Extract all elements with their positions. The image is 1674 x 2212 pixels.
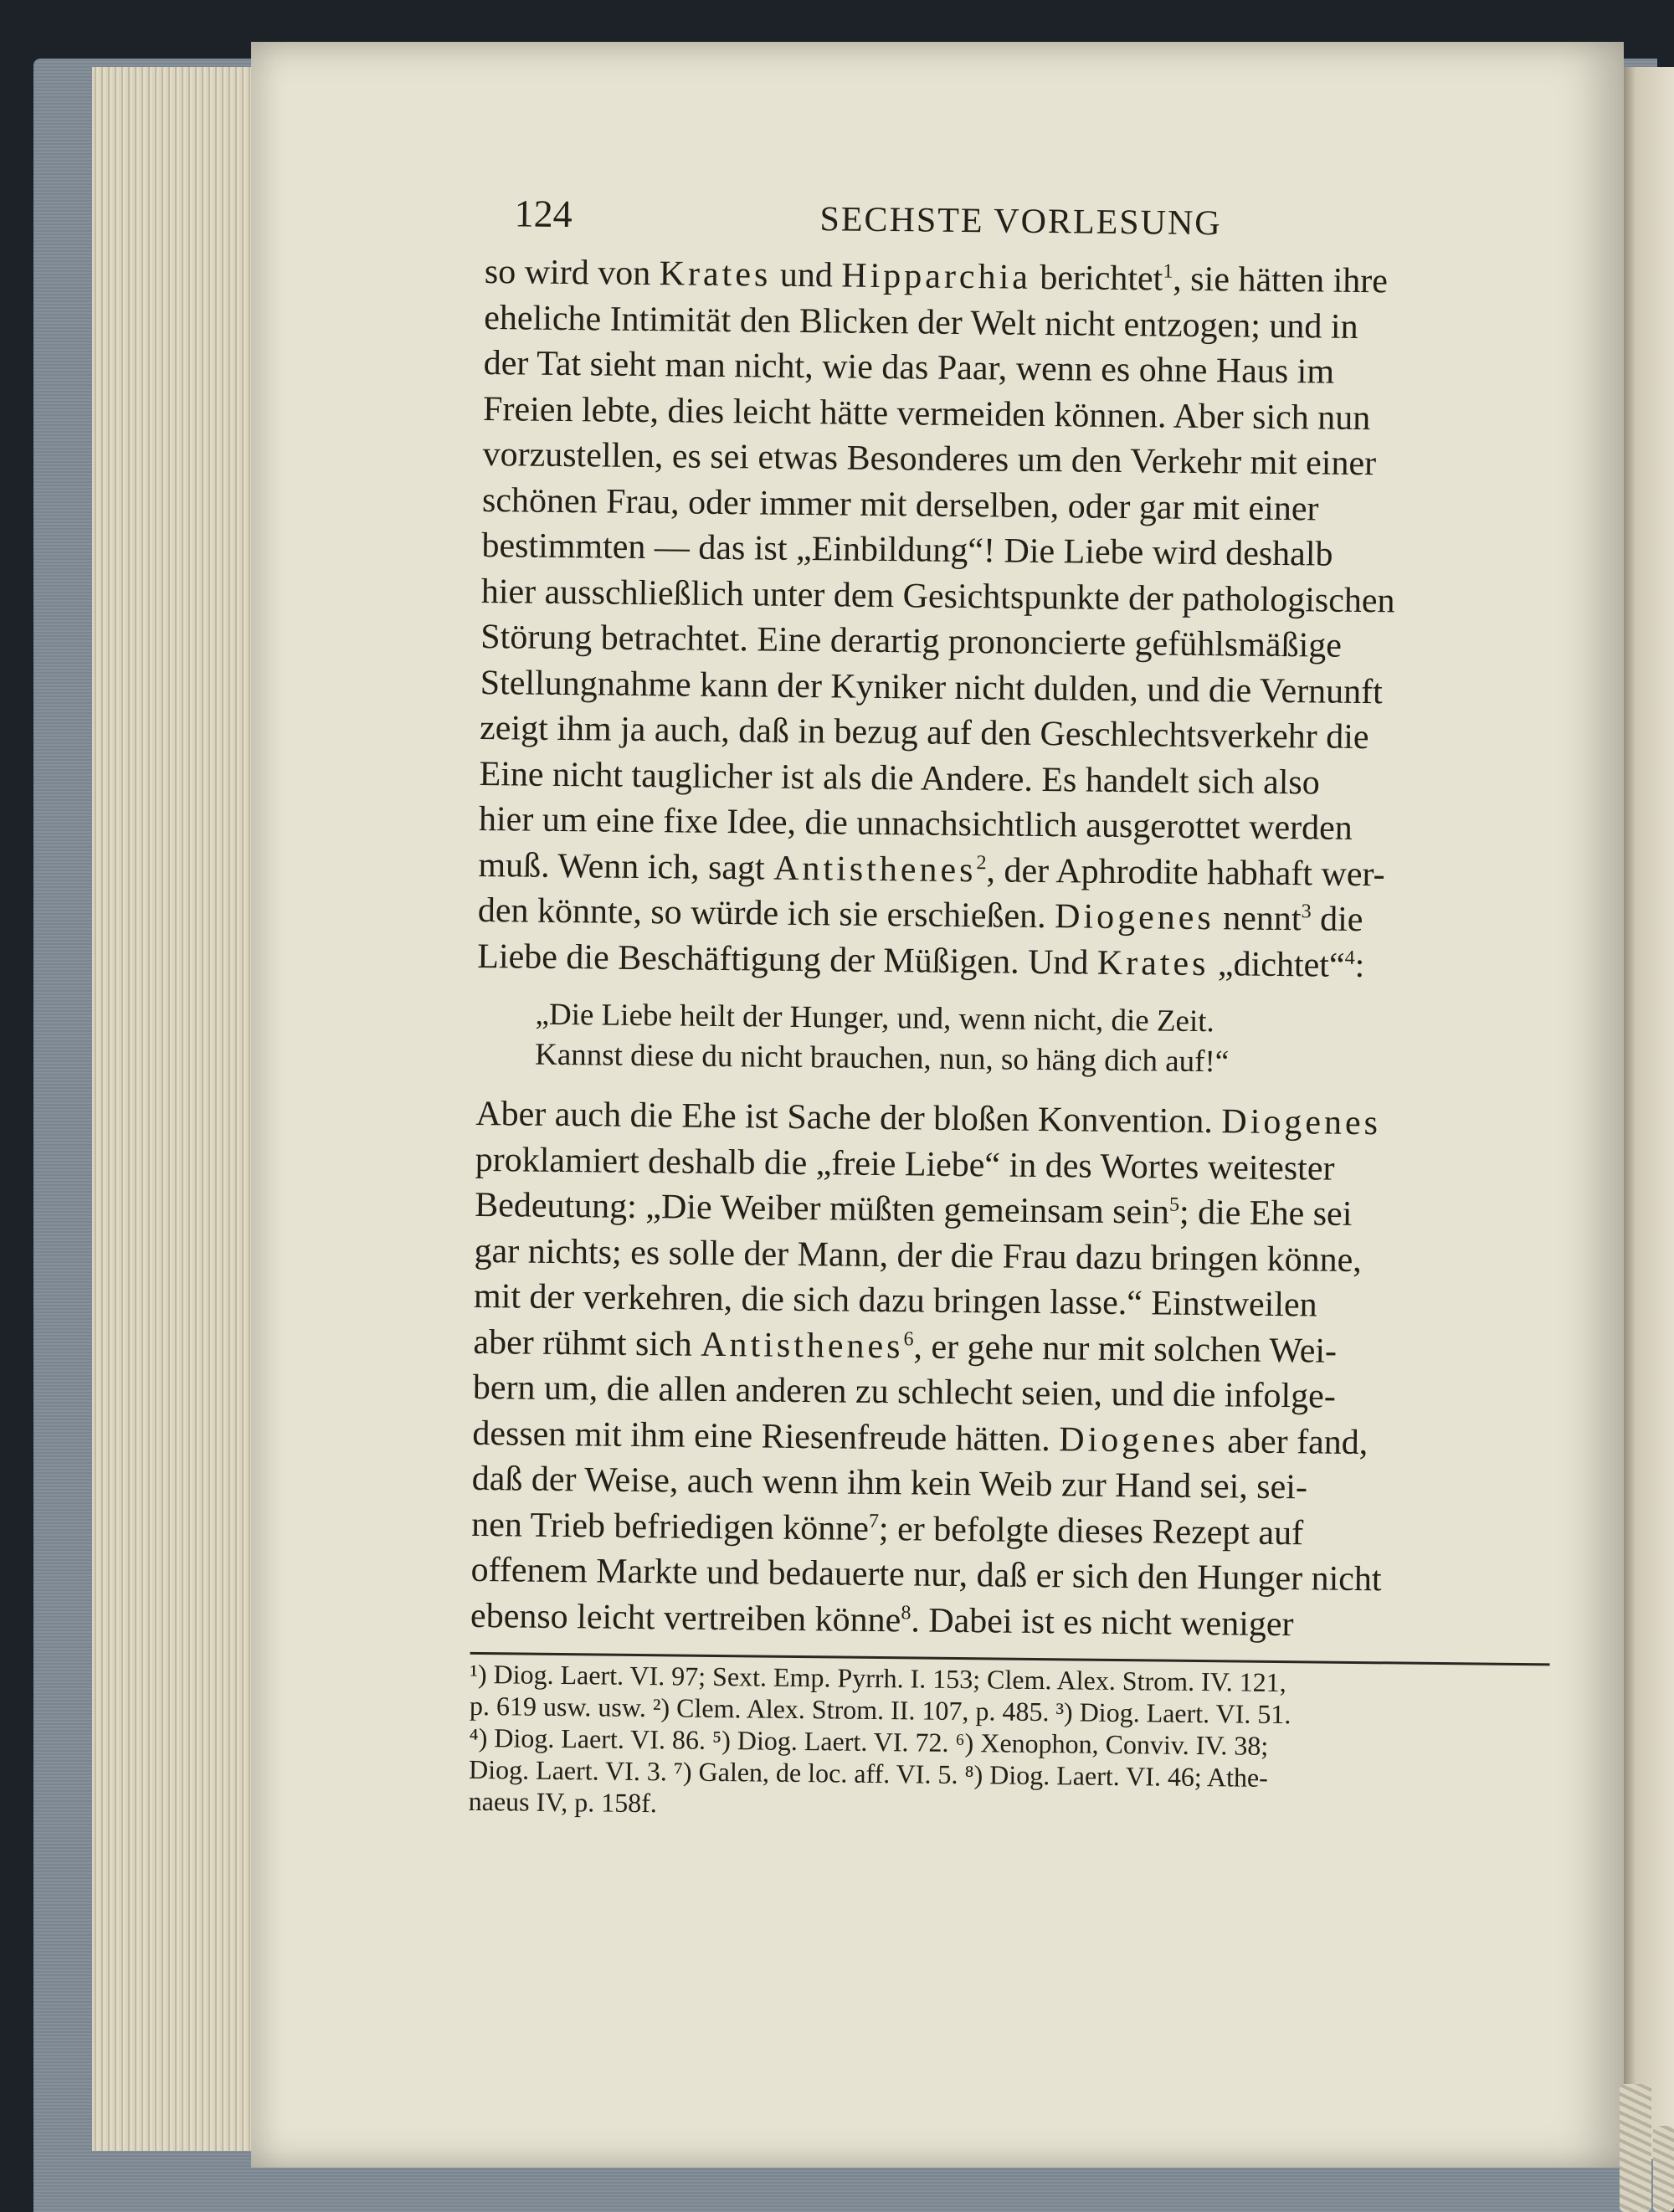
text-run: und xyxy=(771,255,842,295)
text-run: offenem Markte und bedauerte nur, daß er sich den Hunger nicht xyxy=(470,1550,1382,1599)
text-run: proklamiert deshalb die „freie Liebe“ in des Wortes weitester xyxy=(475,1140,1335,1188)
ribbon-bookmark-second xyxy=(1653,2126,1674,2212)
text-run: Krates xyxy=(1096,943,1209,983)
footnote-ref: 1 xyxy=(1163,260,1173,283)
text-run: aber fand, xyxy=(1218,1421,1368,1462)
text-run: zeigt ihm ja auch, daß in bezug auf den Geschlechtsverkehr die xyxy=(479,708,1369,757)
footnote-line: naeus IV, p. 158f. xyxy=(468,1785,658,1819)
text-run: mit der verkehren, die sich dazu bringen lasse.“ Einstweilen xyxy=(473,1276,1317,1325)
text-run: eheliche Intimität den Blicken der Welt nicht entzogen; und in xyxy=(484,298,1358,346)
text-run: Krates xyxy=(659,254,772,295)
text-run: ; die Ehe sei xyxy=(1178,1193,1353,1234)
verse-line: „Die Liebe heilt der Hunger, und, wenn nicht, die Zeit. xyxy=(535,997,1214,1039)
footnote-line: Diog. Laert. VI. 3. ⁷) Galen, de loc. aff. VI. 5. ⁸) Diog. Laert. VI. 46; Athe- xyxy=(468,1753,1269,1793)
text-run: Hipparchia xyxy=(841,256,1032,297)
text-run: Aber auch die Ehe ist Sache der bloßen Konvention. xyxy=(475,1094,1222,1142)
text-run: gar nichts; es solle der Mann, der die Frau dazu bringen könne, xyxy=(474,1231,1363,1280)
text-run: hier ausschließlich unter dem Gesichtspunkte der pathologischen xyxy=(480,572,1395,620)
text-run: Eine nicht tauglicher ist als die Andere. Es handelt sich also xyxy=(479,754,1321,802)
text-run: Störung betrachtet. Eine derartig prononcierte gefühlsmäßige xyxy=(480,617,1343,665)
text-run: Diogenes xyxy=(1059,1419,1220,1460)
text-run: , der Aphrodite habhaft wer- xyxy=(986,850,1385,894)
text-run: , er gehe nur mit solchen Wei- xyxy=(913,1327,1338,1371)
footnote-line: ⁴) Diog. Laert. VI. 86. ⁵) Diog. Laert. VI. 72. ⁶) Xenophon, Conviv. IV. 38; xyxy=(469,1722,1269,1761)
text-run: dessen mit ihm eine Riesenfreude hätten. xyxy=(472,1414,1060,1459)
text-run: Bedeutung: „Die Weiber müßten gemeinsam sein xyxy=(474,1185,1170,1232)
footnote-ref: 7 xyxy=(868,1510,880,1532)
text-run: . Dabei ist es nicht weniger xyxy=(911,1600,1294,1644)
facing-page-edge xyxy=(1615,67,1674,2159)
footnotes xyxy=(469,1658,1558,1829)
footnote-ref: 6 xyxy=(903,1327,914,1350)
page-content xyxy=(469,182,1574,1829)
text-run: Antisthenes xyxy=(773,849,977,890)
text-run: : xyxy=(1354,946,1365,985)
footnote-ref: 2 xyxy=(976,851,987,874)
paragraph-1 xyxy=(477,249,1573,991)
page-header xyxy=(485,182,1574,261)
page-number: 124 xyxy=(514,192,573,236)
text-run: ebenso leicht vertreiben könne xyxy=(470,1596,901,1640)
text-run: vorzustellen, es sei etwas Besonderes um den Verkehr mit einer xyxy=(482,434,1377,484)
footnote-line: ¹) Diog. Laert. VI. 97; Sext. Emp. Pyrrh. I. 153; Clem. Alex. Strom. IV. 121, xyxy=(470,1658,1286,1698)
text-run: berichtet xyxy=(1030,258,1163,299)
verse-line: Kannst diese du nicht brauchen, nun, so häng dich auf!“ xyxy=(534,1037,1230,1080)
text-run: bestimmten — das ist „Einbildung“! Die Liebe wird deshalb xyxy=(481,526,1333,574)
text-run: die xyxy=(1311,900,1363,940)
text-run: den könnte, so würde ich sie erschießen. xyxy=(477,890,1055,937)
text-run: der Tat sieht man nicht, wie das Paar, wenn es ohne Haus im xyxy=(483,343,1335,392)
text-run: Stellungnahme kann der Kyniker nicht dulden, und die Vernunft xyxy=(480,663,1384,711)
text-run: aber rühmt sich xyxy=(473,1322,701,1364)
text-run: „dichtet“ xyxy=(1209,944,1345,985)
text-run: ; er befolgte dieses Rezept auf xyxy=(878,1509,1304,1553)
footnote-ref: 3 xyxy=(1301,901,1312,923)
text-run: schönen Frau, oder immer mit derselben, oder gar mit einer xyxy=(481,480,1319,528)
text-run: Antisthenes xyxy=(700,1325,904,1366)
text-run: nen Trieb befriedigen könne xyxy=(470,1505,870,1548)
text-run: hier um eine fixe Idee, die unnachsichtlich ausgerottet werden xyxy=(478,799,1353,848)
footnote-ref: 5 xyxy=(1168,1193,1180,1216)
text-run: so wird von xyxy=(484,252,660,294)
paragraph-2 xyxy=(470,1091,1564,1650)
text-run: , sie hätten ihre xyxy=(1173,259,1389,301)
verse-quotation xyxy=(476,994,1565,1086)
ribbon-bookmark xyxy=(1620,2084,1651,2212)
text-run: bern um, die allen anderen zu schlecht seien, und die infolge- xyxy=(472,1368,1337,1416)
text-run: Diogenes xyxy=(1054,897,1215,938)
running-head: SECHSTE VORLESUNG xyxy=(819,200,1222,244)
text-run: daß der Weise, auch wenn ihm kein Weib zur Hand sei, sei- xyxy=(471,1459,1308,1507)
text-run: Freien lebte, dies leicht hätte vermeiden können. Aber sich nun xyxy=(482,389,1371,438)
footnote-ref: 8 xyxy=(901,1601,911,1624)
footnote-line: p. 619 usw. usw. ²) Clem. Alex. Strom. II. 107, p. 485. ³) Diog. Laert. VI. 51. xyxy=(469,1690,1291,1730)
text-run: muß. Wenn ich, sagt xyxy=(478,845,774,888)
text-run: Diogenes xyxy=(1221,1102,1382,1143)
footnote-ref: 4 xyxy=(1344,947,1355,969)
text-run: Liebe die Beschäftigung der Müßigen. Und xyxy=(477,937,1098,983)
text-run: nennt xyxy=(1214,899,1302,939)
